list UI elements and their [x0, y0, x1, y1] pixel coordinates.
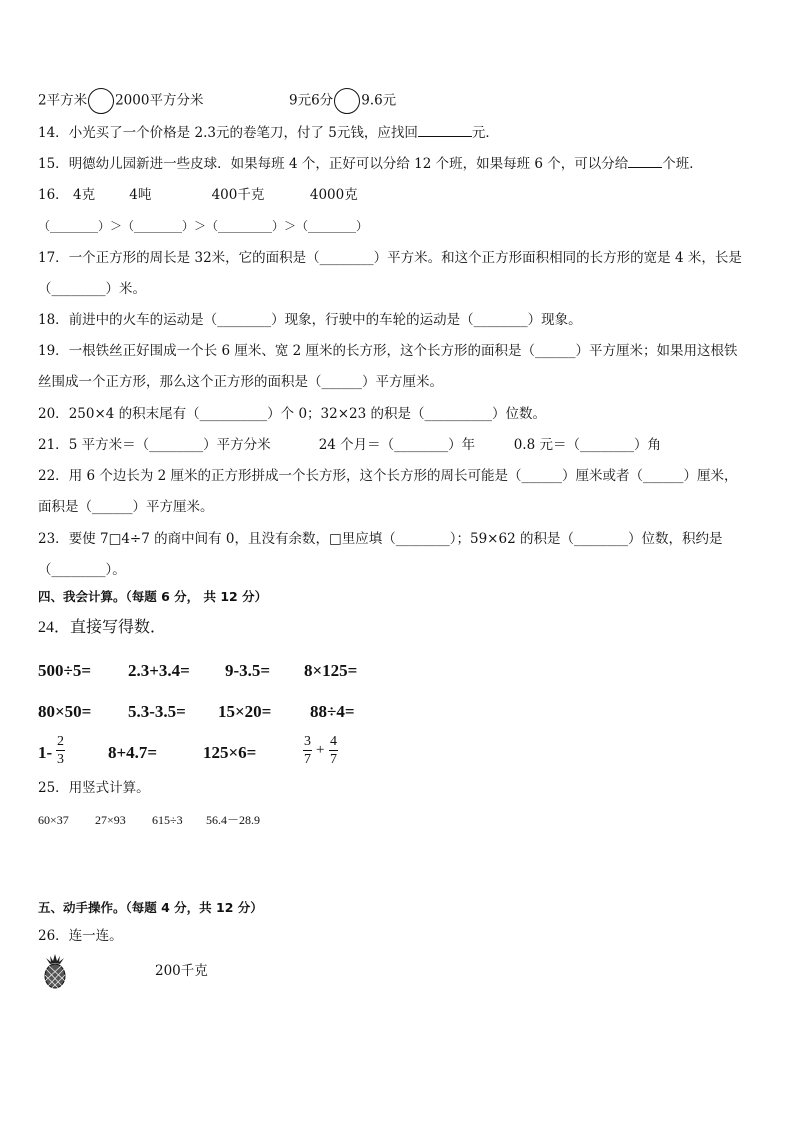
calc-item: 500÷5=: [38, 661, 92, 680]
question-18: [38, 311, 582, 329]
question-title: 直接写得数．: [70, 619, 167, 636]
q16-item: 4000克: [309, 187, 358, 203]
q21-part: 0.8 元＝（________）角: [513, 437, 661, 453]
question-text-end: 个班．: [662, 156, 703, 172]
calc-item: 5.3-3.5=: [128, 702, 186, 721]
vertical-calc-item: 27×93: [95, 813, 126, 827]
fraction-denominator: 3: [57, 752, 64, 767]
q26-item-label: 200千克: [155, 963, 208, 979]
question-14: [38, 124, 499, 142]
q13-right-b: 9.6元: [361, 92, 397, 109]
q16-item: 4克: [72, 187, 96, 203]
question-17: [38, 249, 742, 267]
question-19: [38, 342, 738, 360]
question-26: [38, 927, 123, 945]
question-number: 20．: [38, 406, 69, 422]
q13-compare-line: [38, 88, 203, 114]
fraction-bar: [303, 750, 312, 751]
question-title: 连一连。: [68, 928, 123, 944]
pineapple-icon: [40, 953, 70, 989]
question-22: [38, 467, 738, 485]
q13-left-b: 2000平方分米: [115, 92, 204, 109]
question-number: 24．: [38, 619, 71, 636]
question-text: 小光买了一个价格是 2.3元的卷笔刀，付了 5元钱，应找回: [68, 125, 418, 141]
question-15: [38, 155, 703, 173]
question-text: 一根铁丝正好围成一个长 6 厘米、宽 2 厘米的长方形，这个长方形的面积是（______）平方厘米；如果用这根铁: [68, 343, 738, 359]
q16-item: 4吨: [129, 187, 152, 203]
fraction-plus: +: [316, 742, 325, 758]
q21-part: 24 个月＝（________）年: [318, 437, 476, 453]
fraction-4-7: [329, 734, 338, 767]
calc-item: 8+4.7=: [108, 743, 158, 762]
question-23-line2: （________）。: [38, 562, 126, 578]
q13-compare-line-right: [289, 88, 396, 114]
question-number: 19．: [38, 343, 69, 359]
q21-part: 5 平方米＝（________）平方分米: [68, 437, 271, 453]
question-number: 21．: [38, 437, 69, 453]
question-number: 22．: [38, 468, 69, 484]
question-19-line2: 丝围成一个正方形，那么这个正方形的面积是（______）平方厘米。: [38, 374, 443, 390]
fraction-numerator: 3: [304, 734, 311, 749]
question-text: 一个正方形的周长是 32米，它的面积是（________）平方米。和这个正方形面积相同的长方形的宽是 4 米，长是: [68, 250, 742, 266]
q13-left-a: 2平方米: [38, 92, 88, 109]
q13-right-a: 9元6分: [289, 92, 334, 109]
question-23: [38, 530, 722, 548]
calc-item-fraction-prefix: 1-: [38, 743, 53, 762]
fraction-3-7: [303, 734, 312, 767]
question-number: 15．: [38, 156, 69, 172]
question-title: 用竖式计算。: [68, 780, 150, 796]
question-text: 用 6 个边长为 2 厘米的正方形拼成一个长方形，这个长方形的周长可能是（______）厘米或者（______）厘米，: [68, 468, 738, 484]
calc-item: 8×125=: [304, 661, 358, 680]
section-5-title: 五、动手操作。（每题 4 分，共 12 分）: [38, 900, 263, 915]
vertical-calc-item: 60×37: [38, 813, 69, 827]
question-21: [38, 436, 661, 454]
vertical-calc-item: 615÷3: [152, 813, 183, 827]
question-22-line2: 面积是（______）平方厘米。: [38, 499, 214, 515]
fraction-bar: [329, 750, 338, 751]
fraction-numerator: 4: [330, 734, 337, 749]
fraction-denominator: 7: [304, 752, 311, 767]
fraction-denominator: 7: [330, 752, 337, 767]
question-25: [38, 779, 150, 797]
section-4-title: 四、我会计算。（每题 6 分， 共 12 分）: [38, 589, 268, 604]
question-text: 要使 7□4÷7 的商中间有 0，且没有余数，□里应填（________）；59×62 的积是（________）位数，积约是: [68, 531, 723, 547]
q25-items: [38, 811, 260, 829]
compare-circle-1[interactable]: [88, 88, 114, 114]
question-20: [38, 405, 546, 423]
calc-item: 88÷4=: [310, 702, 355, 721]
fraction-numerator: 2: [57, 734, 64, 749]
question-text: 前进中的火车的运动是（________）现象，行驶中的车轮的运动是（________）现象。: [68, 312, 582, 328]
calc-item: 2.3+3.4=: [128, 661, 190, 680]
question-number: 18．: [38, 312, 69, 328]
question-number: 14．: [38, 125, 69, 141]
answer-blank[interactable]: [418, 124, 472, 137]
question-24: [38, 619, 166, 637]
question-number: 25．: [38, 780, 69, 796]
question-text-end: 元．: [471, 125, 499, 141]
question-text: 明德幼儿园新进一些皮球．如果每班 4 个，正好可以分给 12 个班，如果每班 6 个，可以分给: [68, 156, 629, 172]
calc-item: 125×6=: [203, 743, 257, 762]
fraction-bar: [56, 750, 65, 751]
question-number: 16．: [38, 187, 69, 203]
question-16: [38, 186, 358, 204]
compare-circle-2[interactable]: [334, 88, 360, 114]
calc-item: 15×20=: [218, 702, 272, 721]
calc-item: 80×50=: [38, 702, 92, 721]
question-17-line2: （________）米。: [38, 281, 146, 297]
vertical-calc-item: 56.4－28.9: [206, 813, 261, 827]
question-number: 17．: [38, 250, 69, 266]
question-number: 23．: [38, 531, 69, 547]
question-text: 250×4 的积末尾有（__________）个 0；32×23 的积是（__________）位数。: [68, 406, 546, 422]
q16-compare[interactable]: （________）＞（________）＞（_________）＞（________）: [38, 219, 369, 233]
fraction-2-3: [56, 734, 65, 767]
answer-blank[interactable]: [628, 155, 662, 168]
q16-item: 400千克: [211, 187, 265, 203]
calc-item: 9-3.5=: [225, 661, 271, 680]
question-number: 26．: [38, 928, 69, 944]
